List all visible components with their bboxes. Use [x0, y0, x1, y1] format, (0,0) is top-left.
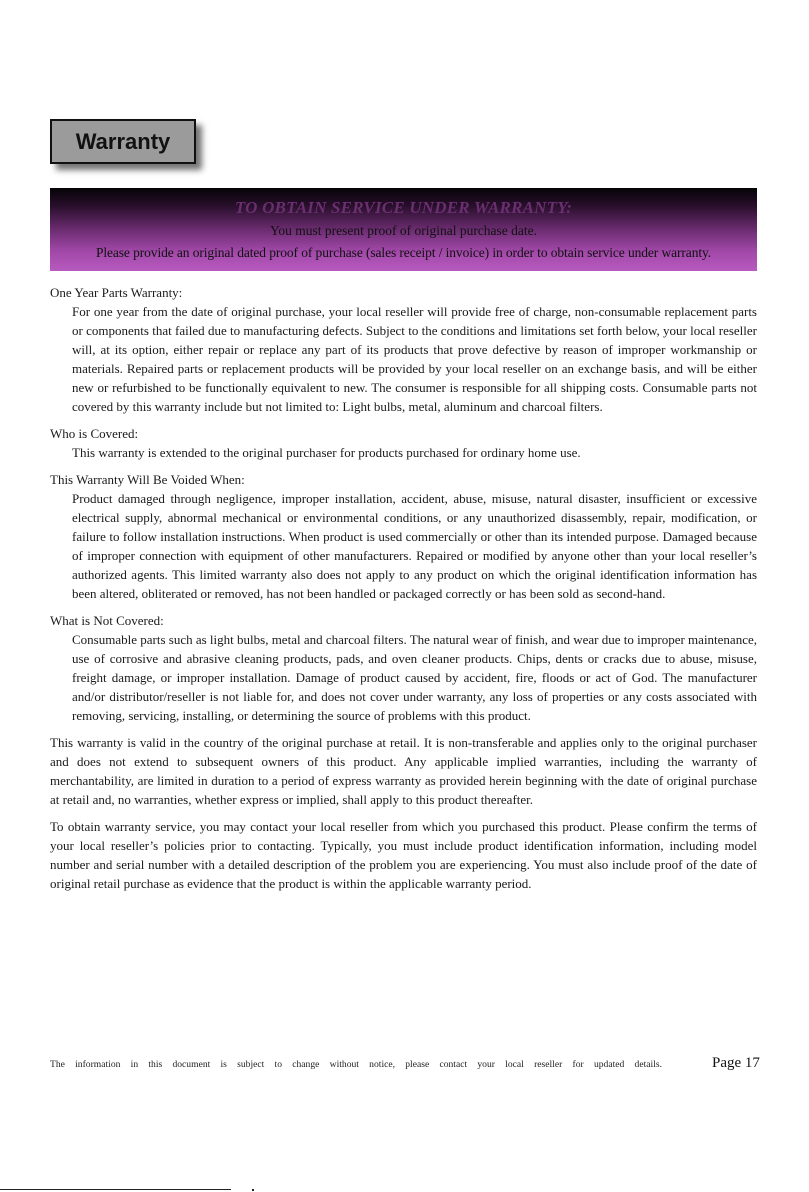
banner-title: TO OBTAIN SERVICE UNDER WARRANTY:	[234, 198, 573, 217]
section-body: This warranty is extended to the original purchaser for products purchased for ordinary home use.	[72, 445, 581, 460]
banner-receipt-line: Please provide an original dated proof of purchase (sales receipt / invoice) in order to obtain service under warranty.	[95, 245, 712, 260]
warranty-content	[50, 283, 757, 901]
section-heading: One Year Parts Warranty:	[50, 285, 183, 300]
section-not-covered	[50, 611, 757, 725]
section-body: For one year from the date of original purchase, your local reseller will provide free of charge, non-consumable replacement parts or components that failed due to manufacturing defects. Subject to the conditions and limitations set forth below, your local reseller will, at its option, either repair or replace any part of its products that prove defective by reason of improper workmanship or materials. Repaired parts or replacement products will be provided by your local reseller on an exchange basis, and will be either new or refurbished to be functionally equivalent to new. The consumer is responsible for all shipping costs. Consumable parts not covered by this warranty include but not limited to: Light bulbs, metal, aluminum and charcoal filters.	[72, 304, 757, 414]
section-who-is-covered	[50, 424, 757, 462]
section-voided-when	[50, 470, 757, 603]
section-heading: What is Not Covered:	[50, 613, 164, 628]
section-heading: This Warranty Will Be Voided When:	[50, 472, 245, 487]
service-paragraph: To obtain warranty service, you may contact your local reseller from which you purchased this product. Please confirm the terms of your local reseller’s policies prior to contacting. Typically, you must include product identification information, including model number and serial number with a detailed description of the problem you are experiencing. You must also include proof of the date of original retail purchase as evidence that the product is within the applicable warranty period.	[50, 819, 757, 891]
page-title: Warranty	[50, 119, 196, 164]
warranty-service-banner	[50, 188, 757, 271]
section-parts-warranty	[50, 283, 757, 416]
footer-disclaimer: The information in this document is subject to change without notice, please contact your local reseller for updated details.	[50, 1059, 662, 1070]
section-body: Product damaged through negligence, improper installation, accident, abuse, misuse, natural disaster, insufficient or excessive electrical supply, abnormal mechanical or environmental conditions, or any unauthorized disassembly, repair, modification, or failure to follow installation instructions. When product is used commercially or other than its intended purpose. Damaged because of improper connection with equipment of other manufacturers. Repaired or modified by anyone other than your local reseller’s authorized agents. This limited warranty also does not apply to any product on which the original identification information has been altered, obliterated or removed, has not been handled or packaged correctly or has been sold as second-hand.	[72, 491, 757, 601]
section-body: Consumable parts such as light bulbs, metal and charcoal filters. The natural wear of finish, and wear due to improper maintenance, use of corrosive and abrasive cleaning products, pads, and oven cleaner products. Chips, dents or cracks due to abuse, misuse, freight damage, or improper installation. Damage of product caused by accident, fire, floods or act of God. The manufacturer and/or distributor/reseller is not liable for, and does not cover under warranty, any loss of properties or any costs associated with removing, servicing, installing, or determining the source of problems with this product.	[72, 632, 757, 723]
validity-paragraph: This warranty is valid in the country of the original purchase at retail. It is non-transferable and applies only to the original purchaser and does not extend to subsequent owners of this product. Any applicable implied warranties, including the warranty of merchantability, are limited in duration to a period of express warranty as provided herein beginning with the date of original purchase at retail and, no warranties, whether express or implied, shall apply to this product thereafter.	[50, 735, 757, 807]
section-heading: Who is Covered:	[50, 426, 139, 441]
banner-proof-line: You must present proof of original purchase date.	[269, 223, 538, 238]
bottom-rule	[0, 1189, 231, 1190]
page-number: Page 17	[712, 1055, 760, 1071]
bottom-mark	[252, 1189, 254, 1191]
